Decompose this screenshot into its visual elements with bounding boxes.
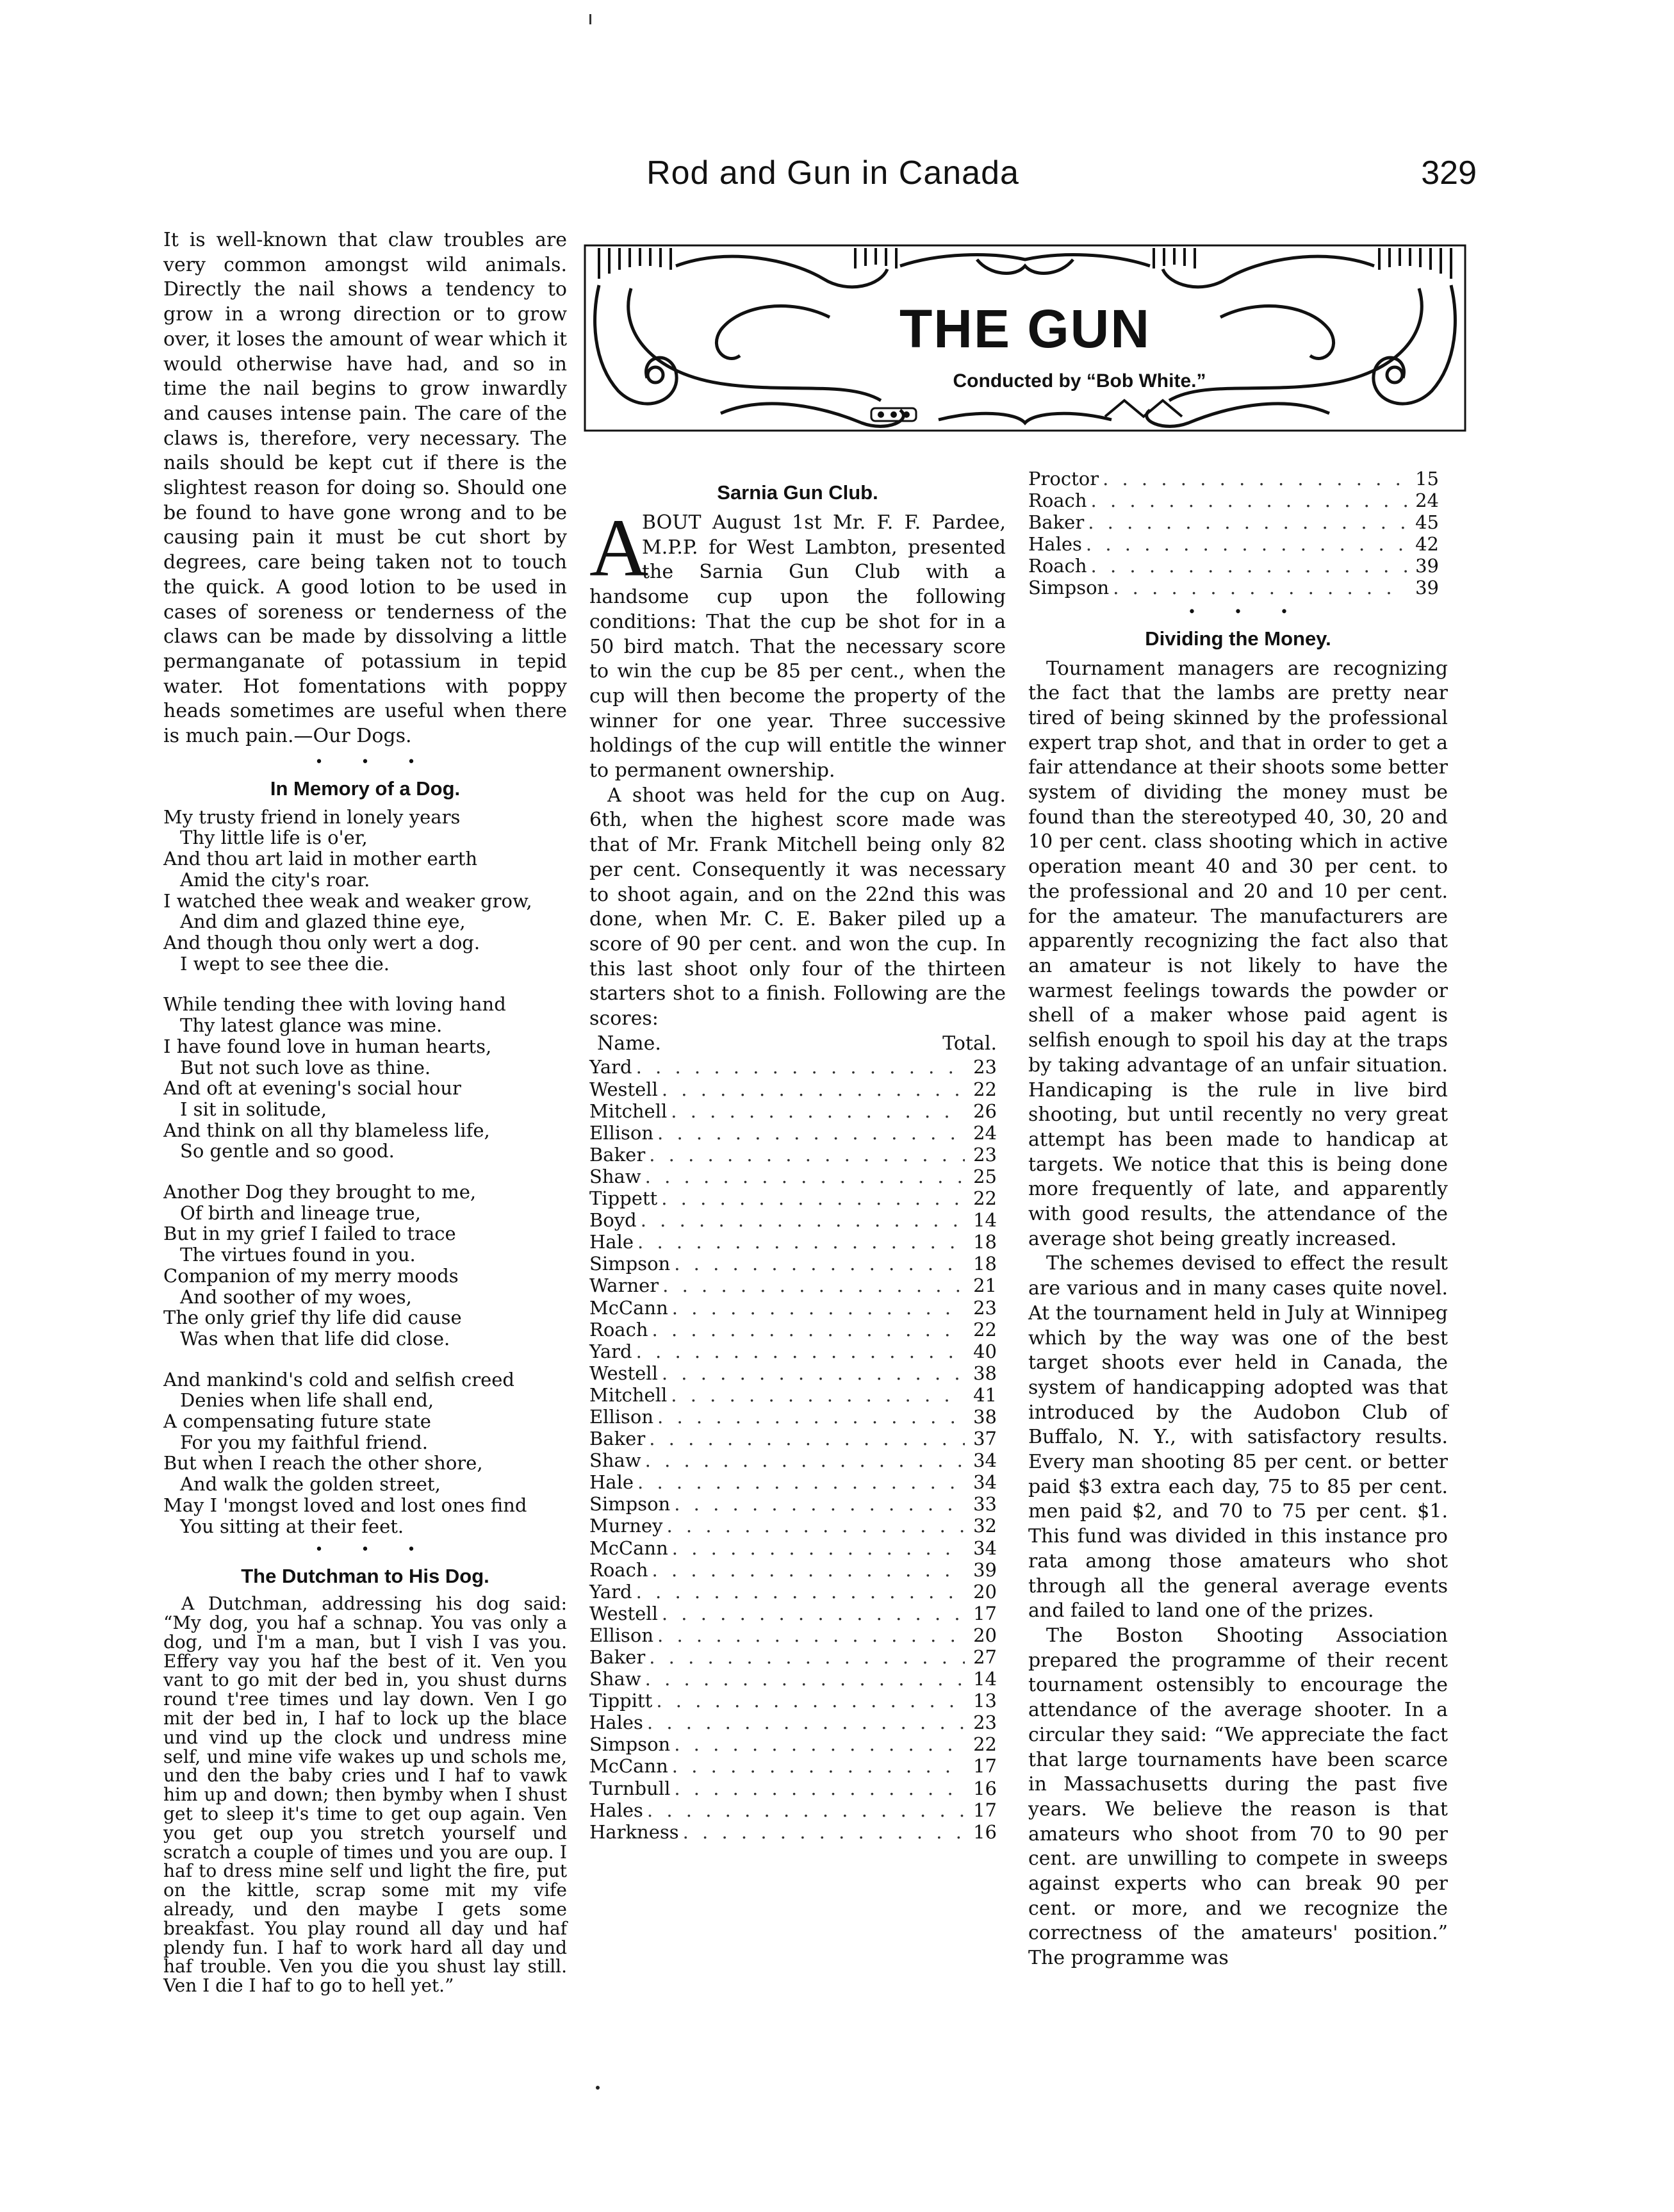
shooter-name: Roach: [1028, 555, 1087, 577]
print-mark: [589, 14, 591, 24]
score-row: [589, 1668, 1006, 1690]
sarnia-paragraph-1: [589, 502, 1006, 784]
score-row: [589, 1319, 1006, 1341]
poem-line: And oft at evening's social hour: [163, 1077, 461, 1100]
shooter-name: Baker: [589, 1428, 646, 1450]
dividing-money-title: Dividing the Money.: [1145, 627, 1331, 650]
leader-dots: [672, 1537, 965, 1559]
shooter-name: Hales: [589, 1799, 643, 1821]
score-row: [589, 1821, 1006, 1843]
score-row: [589, 1144, 1006, 1166]
poem-line: May I 'mongst loved and lost ones find: [163, 1494, 527, 1516]
leader-dots: [1091, 490, 1407, 511]
shooter-total: 15: [1415, 468, 1439, 490]
leader-dots: [1086, 533, 1407, 555]
shooter-name: Ellison: [589, 1121, 654, 1144]
shooter-name: Simpson: [589, 1253, 671, 1275]
shooter-total: 25: [973, 1165, 997, 1187]
leader-dots: [647, 1712, 965, 1733]
poem-line: The only grief thy life did cause: [163, 1307, 462, 1329]
leader-dots: [645, 1449, 965, 1471]
score-row: [589, 1733, 1006, 1755]
leader-dots: [671, 1384, 965, 1406]
score-row: [589, 1603, 1006, 1624]
leader-dots: [674, 1493, 965, 1515]
score-row: [1028, 490, 1448, 511]
shooter-name: Baker: [589, 1143, 646, 1166]
shooter-total: 38: [973, 1405, 997, 1428]
poem-line: Companion of my merry moods: [163, 1264, 459, 1287]
poem-line: Amid the city's roar.: [180, 868, 370, 891]
dividing-paragraph-3: The Boston Shooting Association prepared the programme of their recent tournament ostensibly to encourage the attendance of the average shooter. In a circular they said: “We appreciate the fact that large tournaments have been scarce in Massachusetts during the past five years. We believe the reason is that amateurs who shoot from 70 to 90 per cent. are unwilling to compete in sweeps against experts who can break 90 per cent. or more, and we recognize the correctness of the amateurs' position.” The programme was: [1028, 1624, 1448, 1970]
shooter-total: 16: [973, 1777, 997, 1799]
score-row: [589, 1755, 1006, 1777]
poem-line: So gentle and so good.: [180, 1140, 395, 1162]
shooter-name: Hale: [589, 1231, 634, 1253]
poem-line: I sit in solitude,: [180, 1098, 327, 1120]
score-row: [589, 1406, 1006, 1428]
shooter-total: 34: [973, 1537, 997, 1559]
shooter-name: Tippitt: [589, 1690, 653, 1712]
shooter-name: Simpson: [589, 1493, 671, 1515]
score-row: [589, 1275, 1006, 1296]
poem: [163, 807, 567, 1537]
shooter-total: 22: [973, 1187, 997, 1210]
shooter-total: 17: [973, 1602, 997, 1624]
leader-dots: [1113, 577, 1407, 598]
leader-dots: [662, 1603, 965, 1624]
poem-line: And thou art laid in mother earth: [163, 848, 478, 870]
poem-stanza: [163, 807, 567, 975]
middle-column: [589, 477, 1006, 1843]
score-row: [589, 1646, 1006, 1668]
shooter-total: 18: [973, 1231, 997, 1253]
shooter-name: Murney: [589, 1515, 663, 1537]
section-banner: [580, 240, 1470, 436]
leader-dots: [666, 1515, 965, 1537]
score-row: [589, 1078, 1006, 1100]
score-row: [589, 1537, 1006, 1559]
leader-dots: [662, 1362, 965, 1384]
leader-dots: [645, 1166, 965, 1187]
sarnia-paragraph-1-text: BOUT August 1st Mr. F. F. Pardee, M.P.P. for West Lambton, presented the Sarnia Gun Club with a handsome cup upon the following conditions: That the cup be shot for in a 50 bird match. That the necessary score to win the cup be 85 per cent., when the cup will then become the property of the winner for one year. Three successive holdings of the cup will entitle the winner to permanent ownership.: [589, 511, 1006, 782]
shooter-name: Yard: [589, 1340, 632, 1362]
poem-line: And soother of my woes,: [180, 1285, 412, 1308]
shooter-total: 14: [973, 1668, 997, 1690]
score-row: [589, 1362, 1006, 1384]
shooter-total: 38: [973, 1362, 997, 1384]
shooter-name: Roach: [1028, 490, 1087, 512]
score-row: [1028, 511, 1448, 533]
score-row: [589, 1515, 1006, 1537]
poem-line: The virtues found in you.: [180, 1244, 416, 1266]
leader-dots: [674, 1253, 965, 1275]
leader-dots: [662, 1078, 965, 1100]
shooter-name: Ellison: [589, 1405, 654, 1428]
poem-line: I have found love in human hearts,: [163, 1035, 492, 1057]
shooter-name: Mitchell: [589, 1383, 668, 1406]
score-row: [1028, 533, 1448, 555]
leader-dots: [671, 1100, 965, 1122]
shooter-name: Westell: [589, 1362, 658, 1384]
score-row: [589, 1209, 1006, 1231]
poem-line: While tending thee with loving hand: [163, 993, 506, 1016]
poem-line: But in my grief I failed to trace: [163, 1223, 456, 1245]
shooter-total: 23: [973, 1056, 997, 1078]
shooter-total: 39: [1415, 555, 1439, 577]
leader-dots: [656, 1690, 965, 1712]
section-divider: • • •: [315, 754, 432, 770]
score-row: [1028, 555, 1448, 577]
leader-dots: [672, 1755, 965, 1777]
dutchman-paragraph: A Dutchman, addressing his dog said: “My dog, you haf a schnap. You vas only a dog, und I'm a man, but I vish I vas you. Effery vay you haf the best of it. Ven you vant to go mit der bed in, you shust durns round t'ree times und lay down. Ven I go mit der bed in, I haf to lock up the blace und vind up the clock und undress mine self, und mine vife wakes up und schols me, und den the baby cries und I haf to vawk him up and down; then bymby when I shust get to sleep it's time to get oup again. Ven you get oup you stretch yourself und scratch a couple of times und you are oup. I haf to dress mine self und light the fire, put on the kittle, scrap some mit my vife already, und den maybe I gets some breakfast. You play round all day und haf plendy fun. I haf to work hard all day und haf trouble. Ven you die you shust lay still. Ven I die I haf to go to hell yet.”: [163, 1593, 567, 1997]
shooter-total: 32: [973, 1515, 997, 1537]
shooter-name: Proctor: [1028, 468, 1099, 490]
leader-dots: [636, 1581, 965, 1603]
poem-line: I wept to see thee die.: [180, 952, 390, 975]
banner-byline: Conducted by “Bob White.”: [953, 370, 1206, 392]
leader-dots: [683, 1821, 965, 1843]
poem-line: You sitting at their feet.: [180, 1515, 404, 1537]
shooter-total: 26: [973, 1100, 997, 1122]
poem-line: Was when that life did close.: [180, 1327, 450, 1349]
shooter-name: Yard: [589, 1580, 632, 1603]
poem-line: My trusty friend in lonely years: [163, 805, 461, 828]
name-column-header: Name.: [597, 1032, 661, 1055]
shooter-name: McCann: [589, 1537, 668, 1559]
shooter-total: 37: [973, 1428, 997, 1450]
shooter-total: 16: [973, 1820, 997, 1843]
shooter-name: Westell: [589, 1078, 658, 1100]
leader-dots: [649, 1646, 965, 1668]
poem-line: But when I reach the other shore,: [163, 1452, 483, 1474]
score-row: [589, 1341, 1006, 1362]
score-row: [589, 1253, 1006, 1275]
shooter-total: 23: [973, 1143, 997, 1166]
leader-dots: [637, 1471, 965, 1493]
shooter-total: 27: [973, 1646, 997, 1668]
score-row: [589, 1428, 1006, 1449]
shooter-total: 34: [973, 1471, 997, 1494]
score-row: [589, 1056, 1006, 1078]
shooter-total: 18: [973, 1253, 997, 1275]
drop-cap: A: [589, 502, 649, 593]
shooter-name: Yard: [589, 1056, 632, 1078]
score-row: [589, 1493, 1006, 1515]
shooter-total: 23: [973, 1712, 997, 1734]
shooter-total: 22: [973, 1078, 997, 1100]
shooter-name: Boyd: [589, 1209, 637, 1232]
leader-dots: [657, 1624, 965, 1646]
shooter-total: 17: [973, 1755, 997, 1778]
score-row: [589, 1187, 1006, 1209]
score-row: [589, 1231, 1006, 1253]
print-speck: [596, 2086, 600, 2090]
leader-dots: [672, 1297, 965, 1319]
shooter-total: 22: [973, 1733, 997, 1756]
shooter-total: 39: [973, 1558, 997, 1581]
poem-line: And think on all thy blameless life,: [163, 1119, 490, 1141]
leader-dots: [636, 1056, 965, 1078]
score-row: [589, 1122, 1006, 1144]
shooter-total: 20: [973, 1580, 997, 1603]
poem-line: Denies when life shall end,: [180, 1389, 434, 1412]
dividing-paragraph-2: The schemes devised to effect the result are various and in many cases quite novel. At the tournament held in July at Winnipeg which by the way was one of the best target shoots ever held in Canada, the system of handicapping adopted was that introduced by the Audobon Club of Buffalo, N. Y., with satisfactory results. Every man shooting 85 per cent. or better paid $3 extra each day, 75 to 85 per cent. men paid $2, and 70 to 75 per cent. $1. This fund was divided in this instance pro rata among those amateurs who shot through all the general average events and failed to land one of the prizes.: [1028, 1252, 1448, 1622]
score-table-continued: [1028, 468, 1448, 599]
section-divider: • • •: [1188, 604, 1305, 620]
poem-line: But not such love as thine.: [180, 1056, 431, 1078]
shooter-total: 39: [1415, 577, 1439, 599]
leader-dots: [649, 1428, 965, 1449]
leader-dots: [674, 1778, 965, 1799]
score-row: [589, 1690, 1006, 1712]
score-row: [589, 1624, 1006, 1646]
leader-dots: [674, 1733, 965, 1755]
shooter-total: 14: [973, 1209, 997, 1232]
leader-dots: [1103, 468, 1407, 490]
sarnia-title: Sarnia Gun Club.: [717, 481, 878, 504]
shooter-total: 23: [973, 1296, 997, 1319]
shooter-name: Shaw: [589, 1165, 641, 1187]
poem-line: Thy little life is o'er,: [180, 827, 368, 849]
sarnia-paragraph-2: A shoot was held for the cup on Aug. 6th, when the highest score made was that of Mr. Frank Mitchell being only 82 per cent. Consequently it was necessary to shoot again, and on the 22nd this was done, when Mr. C. E. Baker piled up a score of 90 per cent. and won the cup. In this last shoot only four of the thirteen starters shot to a finish. Following are the scores:: [589, 784, 1006, 1030]
poem-line: For you my faithful friend.: [180, 1431, 428, 1453]
dutchman-title: The Dutchman to His Dog.: [241, 1565, 489, 1588]
shooter-total: 45: [1415, 511, 1439, 534]
poem-title: In Memory of a Dog.: [270, 777, 461, 800]
running-title: Rod and Gun in Canada: [646, 154, 1019, 192]
shooter-name: McCann: [589, 1755, 668, 1778]
leader-dots: [649, 1144, 965, 1166]
score-row: [589, 1297, 1006, 1319]
section-divider: • • •: [315, 1542, 432, 1558]
shooter-total: 42: [1415, 533, 1439, 556]
poem-line: And dim and glazed thine eye,: [180, 911, 466, 933]
left-column: [163, 228, 567, 1995]
shooter-name: Roach: [589, 1318, 648, 1341]
page-number: 329: [1421, 154, 1477, 192]
leader-dots: [637, 1231, 965, 1253]
poem-line: A compensating future state: [163, 1410, 431, 1433]
shooter-name: Baker: [1028, 511, 1085, 534]
dividing-paragraph-1: Tournament managers are recognizing the fact that the lambs are pretty near tired of being skinned by the professional expert trap shot, and that in order to get a fair attendance at their shoots some better system of dividing the money must be found than the stereotyped 40, 30, 20 and 10 per cent. class shooting which in active operation meant 40 and 30 per cent. to the professional and 20 and 10 per cent. for the amateur. The manufacturers are apparently recognizing the fact also that an amateur is not likely to have the warmest feelings towards the powder or shell of a maker whose paid agent is selfish enough to spoil his day at the traps by taking advantage of an unfair situation. Handicaping is the rule in live bird shooting, but until recently no very great attempt has been made to handicap at targets. We notice that this is being done more frequently of late, and apparently with good results, the attendance of the average shot being greatly increased.: [1028, 657, 1448, 1250]
shooter-total: 24: [1415, 490, 1439, 512]
shooter-name: Hales: [589, 1712, 643, 1734]
leader-dots: [662, 1275, 965, 1296]
shooter-name: Hales: [1028, 533, 1082, 556]
score-row: [589, 1384, 1006, 1406]
shooter-total: 41: [973, 1383, 997, 1406]
shooter-name: Turnbull: [589, 1777, 671, 1799]
shooter-total: 21: [973, 1275, 997, 1297]
poem-line: And walk the golden street,: [180, 1473, 441, 1496]
banner-title: THE GUN: [899, 299, 1151, 359]
leader-dots: [661, 1187, 965, 1209]
right-column: [1028, 468, 1448, 1971]
score-row: [589, 1712, 1006, 1733]
leader-dots: [1091, 555, 1407, 577]
shooter-name: Ellison: [589, 1624, 654, 1646]
leader-dots: [1088, 511, 1407, 533]
total-column-header: Total.: [942, 1032, 997, 1055]
shooter-name: Mitchell: [589, 1100, 668, 1122]
poem-line: Of birth and lineage true,: [180, 1201, 421, 1224]
shooter-total: 33: [973, 1493, 997, 1515]
shooter-name: Shaw: [589, 1668, 641, 1690]
score-row: [589, 1778, 1006, 1799]
shooter-name: Harkness: [589, 1820, 679, 1843]
poem-line: And though thou only wert a dog.: [163, 931, 480, 953]
shooter-name: Baker: [589, 1646, 646, 1668]
poem-line: Thy latest glance was mine.: [180, 1014, 443, 1037]
shooter-name: Westell: [589, 1602, 658, 1624]
poem-stanza: [163, 994, 567, 1162]
shooter-total: 34: [973, 1449, 997, 1472]
leader-dots: [636, 1341, 965, 1362]
shooter-name: Shaw: [589, 1449, 641, 1472]
poem-line: I watched thee weak and weaker grow,: [163, 889, 532, 912]
score-row: [1028, 577, 1448, 598]
shooter-name: Simpson: [1028, 577, 1110, 599]
shooter-name: McCann: [589, 1296, 668, 1319]
shooter-total: 22: [973, 1318, 997, 1341]
poem-line: And mankind's cold and selfish creed: [163, 1368, 514, 1391]
score-row: [589, 1166, 1006, 1187]
poem-stanza: [163, 1369, 567, 1537]
score-row: [589, 1471, 1006, 1493]
shooter-total: 20: [973, 1624, 997, 1646]
shooter-total: 17: [973, 1799, 997, 1821]
leader-dots: [652, 1559, 965, 1581]
score-row: [589, 1100, 1006, 1122]
shooter-total: 24: [973, 1121, 997, 1144]
poem-stanza: [163, 1182, 567, 1349]
shooter-name: Simpson: [589, 1733, 671, 1756]
claw-paragraph: It is well-known that claw troubles are very common amongst wild animals. Directly the nail shows a tendency to grow in a wrong direction or to grow over, it loses the amount of wear which it would otherwise have had, and so in time the nail begins to grow inwardly and causes intense pain. The care of the claws is, therefore, very necessary. The nails should be kept cut if there is the slightest reason for doing so. Should one be found to have gone wrong and to be causing pain it must be cut short by degrees, care being taken not to touch the quick. A good lotion to be used in cases of soreness or tenderness of the claws can be made by dissolving a little permanganate of potassium in tepid water. Hot fomentations with poppy heads sometimes are useful when there is much pain.—Our Dogs.: [163, 229, 567, 748]
shooter-name: Tippett: [589, 1187, 658, 1210]
poem-line: Another Dog they brought to me,: [163, 1181, 477, 1203]
shooter-name: Roach: [589, 1558, 648, 1581]
score-table: [589, 1056, 1006, 1842]
score-table-header: [589, 1032, 1006, 1057]
shooter-name: Hale: [589, 1471, 634, 1494]
shooter-name: Warner: [589, 1275, 659, 1297]
score-row: [589, 1581, 1006, 1603]
score-row: [589, 1449, 1006, 1471]
score-row: [1028, 468, 1448, 490]
leader-dots: [645, 1668, 965, 1690]
leader-dots: [641, 1209, 965, 1231]
leader-dots: [657, 1122, 965, 1144]
leader-dots: [657, 1406, 965, 1428]
score-row: [589, 1559, 1006, 1581]
shooter-total: 13: [973, 1690, 997, 1712]
leader-dots: [647, 1799, 965, 1821]
shooter-total: 40: [973, 1340, 997, 1362]
score-row: [589, 1799, 1006, 1821]
leader-dots: [652, 1319, 965, 1341]
